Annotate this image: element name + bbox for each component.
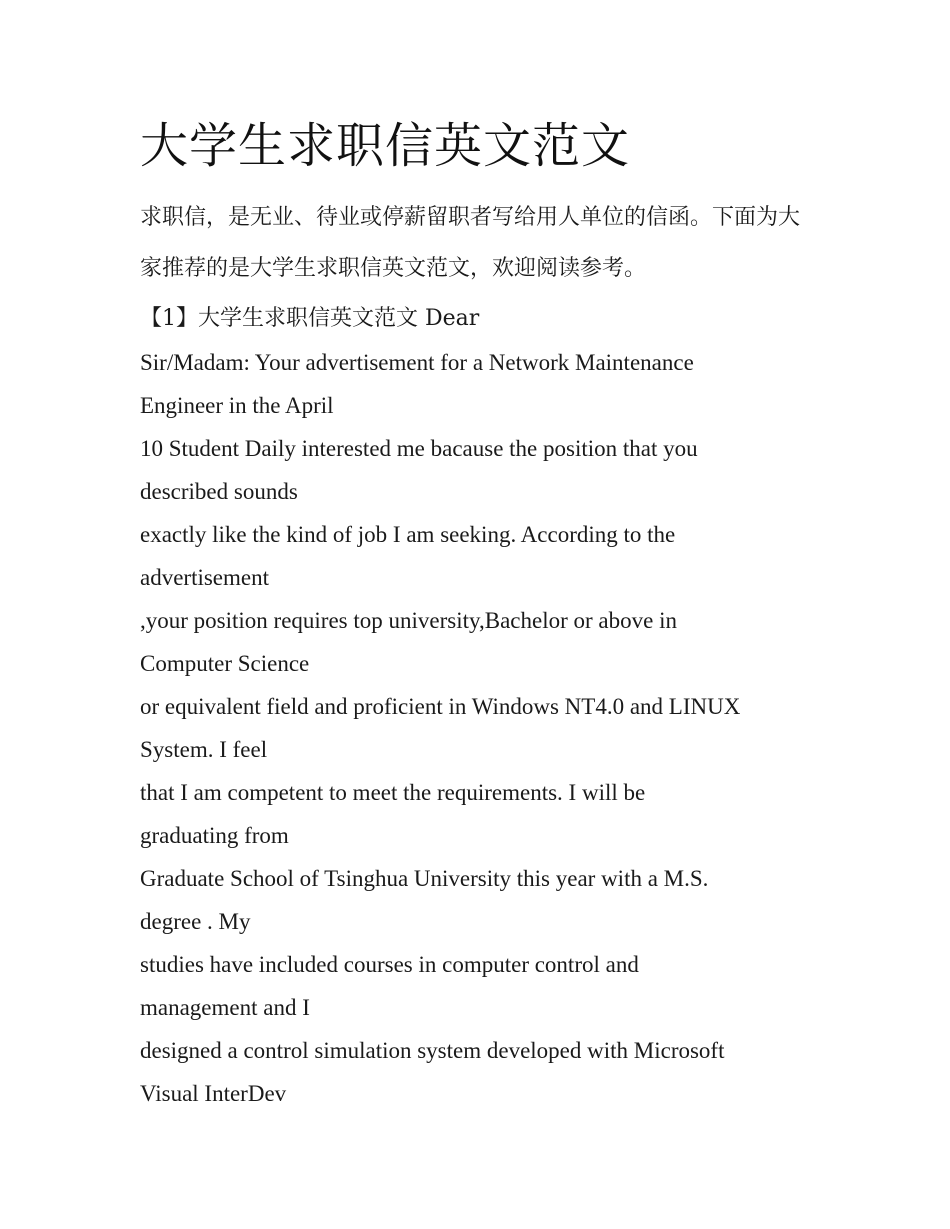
body-line: degree . My [140, 909, 251, 934]
body-line: designed a control simulation system developed with Microsoft [140, 1038, 725, 1063]
body-line: described sounds [140, 479, 298, 504]
body-line: management and I [140, 995, 310, 1020]
letter-body [140, 341, 820, 1115]
intro-paragraph: 求职信，是无业、待业或停薪留职者写给用人单位的信函。下面为大家推荐的是大学生求职信英文范文，欢迎阅读参考。 [140, 205, 801, 281]
body-line: graduating from [140, 823, 289, 848]
section-heading: 【1】大学生求职信英文范文 Dear [140, 306, 480, 331]
body-line: System. I feel [140, 737, 268, 762]
body-line: Engineer in the April [140, 393, 334, 418]
body-line: exactly like the kind of job I am seeking. According to the [140, 522, 676, 547]
body-line: Computer Science [140, 651, 310, 676]
body-line: Sir/Madam: Your advertisement for a Network Maintenance [140, 350, 694, 375]
body-line: advertisement [140, 565, 270, 590]
body-line: Visual InterDev [140, 1081, 287, 1106]
document-title: 大学生求职信英文范文 [140, 118, 631, 174]
body-line: Graduate School of Tsinghua University this year with a M.S. [140, 866, 709, 891]
body-line: 10 Student Daily interested me bacause the position that you [140, 436, 698, 461]
body-line: that I am competent to meet the requirements. I will be [140, 780, 646, 805]
body-line: or equivalent field and proficient in Windows NT4.0 and LINUX [140, 694, 741, 719]
body-line: ,your position requires top university,Bachelor or above in [140, 608, 677, 633]
body-line: studies have included courses in computer control and [140, 952, 639, 977]
document-content [140, 112, 820, 1115]
